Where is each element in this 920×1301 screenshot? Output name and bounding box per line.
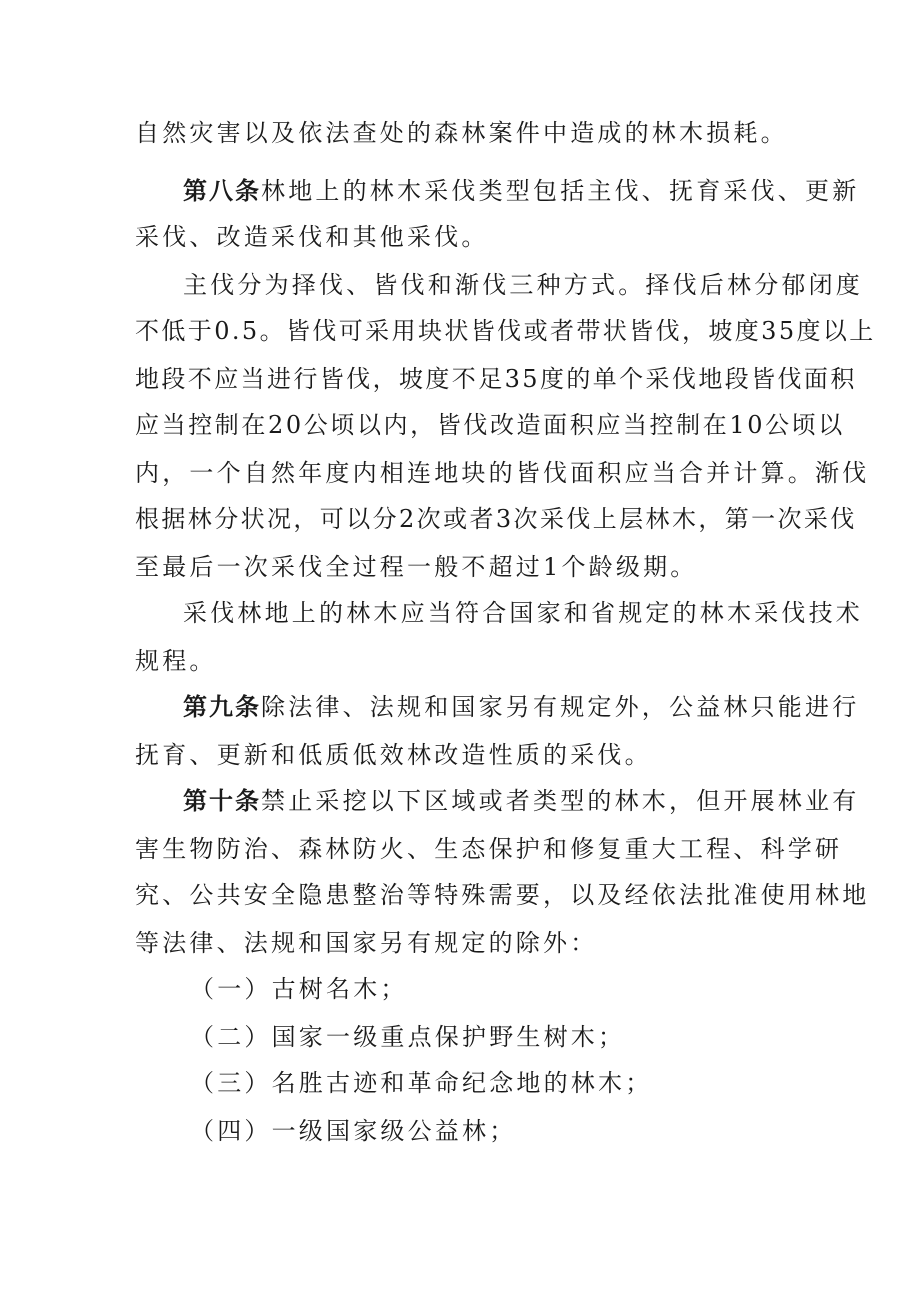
paragraph-line: 究、公共安全隐患整治等特殊需要，以及经依法批准使用林地 — [135, 881, 870, 909]
article-10-heading: 第十条 — [183, 786, 261, 815]
paragraph-line: 害生物防治、森林防火、生态保护和修复重大工程、科学研 — [135, 835, 843, 863]
paragraph-line: 自然灾害以及依法查处的森林案件中造成的林木损耗。 — [135, 119, 788, 147]
article-10-first-line — [183, 786, 859, 816]
list-item: （三）名胜古迹和革命纪念地的林木； — [190, 1069, 653, 1097]
paragraph-line: 等法律、法规和国家另有规定的除外： — [135, 929, 598, 957]
paragraph-line: 规程。 — [135, 647, 217, 675]
paragraph-line: 采伐、改造采伐和其他采伐。 — [135, 223, 489, 251]
article-8-heading: 第八条 — [183, 176, 261, 205]
article-9-text: 除法律、法规和国家另有规定外，公益林只能进行 — [261, 693, 860, 721]
paragraph-line: 根据林分状况，可以分2次或者3次采伐上层林木，第一次采伐 — [135, 505, 857, 533]
paragraph-line: 应当控制在20公顷以内，皆伐改造面积应当控制在10公顷以 — [135, 411, 845, 439]
article-8-text: 林地上的林木采伐类型包括主伐、抚育采伐、更新 — [261, 177, 860, 205]
paragraph-line: 内，一个自然年度内相连地块的皆伐面积应当合并计算。渐伐 — [135, 459, 870, 487]
paragraph-line: 抚育、更新和低质低效林改造性质的采伐。 — [135, 741, 652, 769]
list-item: （四）一级国家级公益林； — [190, 1117, 517, 1145]
list-item: （一）古树名木； — [190, 975, 408, 1003]
article-9-first-line — [183, 692, 859, 722]
paragraph-line: 不低于0.5。皆伐可采用块状皆伐或者带状皆伐，坡度35度以上 — [135, 317, 876, 345]
paragraph-line: 采伐林地上的林木应当符合国家和省规定的林木采伐技术 — [183, 599, 863, 627]
paragraph-line: 主伐分为择伐、皆伐和渐伐三种方式。择伐后林分郁闭度 — [183, 271, 863, 299]
article-10-text: 禁止采挖以下区域或者类型的林木，但开展林业有 — [261, 787, 860, 815]
paragraph-line: 至最后一次采伐全过程一般不超过1个龄级期。 — [135, 553, 698, 581]
list-item: （二）国家一级重点保护野生树木； — [190, 1023, 626, 1051]
article-8-first-line — [183, 176, 859, 206]
paragraph-line: 地段不应当进行皆伐，坡度不足35度的单个采伐地段皆伐面积 — [135, 365, 857, 393]
article-9-heading: 第九条 — [183, 692, 261, 721]
